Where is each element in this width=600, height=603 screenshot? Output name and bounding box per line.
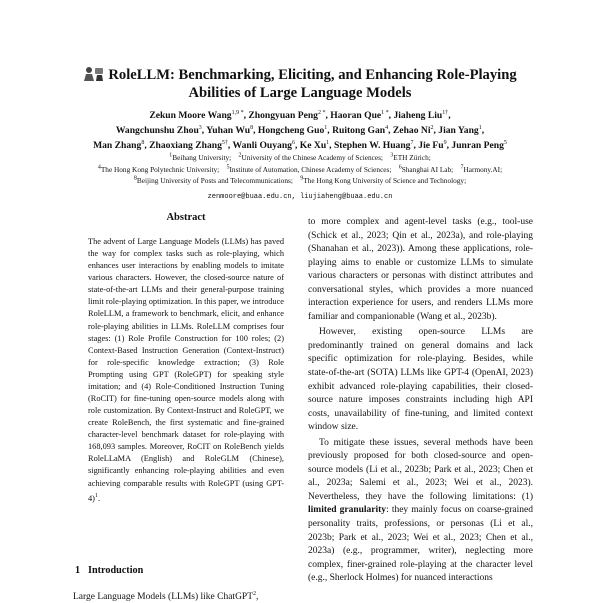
author-list bbox=[0, 108, 600, 153]
section-heading-introduction bbox=[75, 565, 143, 576]
author-name: Jian Yang$^1$ bbox=[438, 124, 482, 136]
affiliation-name: The Hong Kong Polytechnic University; bbox=[100, 164, 220, 174]
intro-text: Large Language Models (LLMs) like ChatGPT bbox=[73, 592, 254, 603]
author-name: Stephen W. Huang$^7$ bbox=[333, 139, 414, 151]
author-affiliation-mark: 9 bbox=[443, 139, 447, 146]
author-affiliation-mark: 5† bbox=[221, 139, 228, 146]
abstract-heading: Abstract bbox=[166, 212, 206, 223]
author-line: Wangchunshu Zhou$^3$, Yuhan Wu$^8$, Hongcheng Guo$^1$, Ruitong Gan$^4$, Zehao Ni$^2$, Jian Yang$^1$, bbox=[115, 124, 485, 136]
author-name: Haoran Que$^{1 *}$ bbox=[330, 109, 389, 121]
author-name: Jie Fu$^9$ bbox=[418, 139, 447, 151]
author-line: Zekun Moore Wang$^{1,9 *}$, Zhongyuan Peng$^{2 *}$, Haoran Que$^{1 *}$, Jiaheng Liu$^{1\dagger}$, bbox=[149, 109, 451, 121]
abstract-footnote-mark: 1 bbox=[94, 492, 98, 499]
author-affiliation-mark: 8 bbox=[250, 124, 254, 131]
right-column bbox=[308, 216, 533, 586]
author-name: Yuhan Wu$^8$ bbox=[206, 124, 254, 136]
author-affiliation-mark: 2 * bbox=[317, 109, 326, 116]
right-paragraph-1: to more complex and agent-level tasks (e.g., tool-use (Schick et al., 2023; Qin et al., 2023a), and role-playing (Shanahan et al., 2023)). Among these applications, role-playing aims to enable or customize LLMs to simulate various characters or personas with distinct attributes and conversational styles, which provides a more nuanced interaction experience for users, and renders LLMs more familiar and companionable (Wang et al., 2023b). bbox=[308, 217, 533, 322]
author-affiliation-mark: 1 bbox=[326, 139, 330, 146]
author-affiliation-mark: 1 bbox=[478, 124, 482, 131]
section-number: 1 bbox=[75, 565, 81, 576]
affiliation-mark: 2 bbox=[238, 152, 242, 159]
intro-paragraph: Large Language Models (LLMs) like ChatGPT$^2$, bbox=[73, 591, 259, 603]
affiliation-mark: 8 bbox=[133, 175, 137, 182]
section-title: Introduction bbox=[88, 565, 144, 576]
limited-granularity-term: limited granularity bbox=[308, 505, 387, 516]
author-affiliation-mark: 8 bbox=[141, 139, 145, 146]
right-paragraph-2: However, existing open-source LLMs are predominantly trained on general domains and lack specific optimization for role-playing. Besides, while state-of-the-art (SOTA) LLMs like GPT-4 (OpenAI, 2023) exhibit advanced role-playing capabilities, their closed-source nature imposes constraints including high API costs, unavailability of fine-tuning, and limited context window size. bbox=[308, 327, 533, 433]
author-name: Wanli Ouyang$^6$ bbox=[232, 139, 295, 151]
affiliations bbox=[0, 152, 600, 187]
intro-footnote-mark: 2 bbox=[253, 591, 257, 597]
author-name: Wangchunshu Zhou$^3$ bbox=[115, 124, 202, 136]
right-paragraph-3 bbox=[308, 437, 533, 586]
author-line: Man Zhang$^8$, Zhaoxiang Zhang$^{5\dagger}$, Wanli Ouyang$^6$, Ke Xu$^1$, Stephen W. Huang$^7$, Jie Fu$^9$, Junran Peng$^5$ bbox=[93, 139, 507, 151]
author-name: Ruitong Gan$^4$ bbox=[332, 124, 389, 136]
author-affiliation-mark: 3 bbox=[198, 124, 202, 131]
affiliation-name: Shanghai AI Lab; bbox=[401, 164, 454, 174]
affiliation-mark: 6 bbox=[398, 164, 402, 171]
author-name: Junran Peng$^5$ bbox=[451, 139, 507, 151]
author-name: Man Zhang$^8$ bbox=[93, 139, 145, 151]
affiliation-line-2 bbox=[0, 164, 600, 176]
author-affiliation-mark: 1,9 * bbox=[231, 109, 244, 116]
contact-email: zenmoore@buaa.edu.cn, liujiaheng@buaa.edu.cn bbox=[207, 193, 393, 201]
affiliation-mark: 1 bbox=[169, 152, 173, 159]
author-affiliation-mark: 4 bbox=[385, 124, 389, 131]
author-affiliation-mark: 1 * bbox=[381, 109, 389, 116]
author-name: Zhongyuan Peng$^{2 *}$ bbox=[248, 109, 326, 121]
author-name: Zehao Ni$^2$ bbox=[392, 124, 434, 136]
affiliation-mark: 7 bbox=[460, 164, 464, 171]
author-affiliation-mark: 5 bbox=[503, 139, 507, 146]
affiliation-mark: 4 bbox=[97, 164, 101, 171]
paper-title bbox=[0, 66, 600, 102]
affiliation-mark: 3 bbox=[390, 152, 394, 159]
abstract-body: The advent of Large Language Models (LLMs) has paved the way for complex tasks such as role-playing, which enhances user interactions by enabling models to imitate various characters. However, the closed-source nature of state-of-the-art LLMs and their general-purpose training limit role-playing optimization. In this paper, we introduce RoleLLM, a framework to benchmark, elicit, and enhance role-playing abilities in LLMs. RoleLLM comprises four stages: (1) Role Profile Construction for 100 roles; (2) Context-Based Instruction Generation (Context-Instruct) for role-specific knowledge extraction; (3) Role Prompting using GPT (RoleGPT) for speaking style imitation; and (4) Role-Conditioned Instruction Tuning (RoCIT) for fine-tuning open-source models along with role customization. By Context-Instruct and RoleGPT, we create RoleBench, the first systematic and fine-grained character-level benchmark dataset for role-playing with 168,093 samples. Moreover, RoCIT on RoleBench yields RoleLLaMA (English) and RoleGLM (Chinese), significantly enhancing role-playing abilities and even achieving comparable results with RoleGPT (using GPT-4)$^1$. bbox=[88, 237, 284, 503]
author-name: Jiaheng Liu$^{1\dagger}$ bbox=[393, 109, 449, 121]
abstract-text: The advent of Large Language Models (LLMs) has paved the way for complex tasks such as role-playing, which enhances user interactions by enabling models to imitate various characters. However, the closed-source nature of state-of-the-art LLMs and their general-purpose training limit role-playing optimization. In this paper, we introduce RoleLLM, a framework to benchmark, elicit, and enhance role-playing abilities in LLMs. RoleLLM comprises four stages: (1) Role Profile Construction for 100 roles; (2) Context-Based Instruction Generation (Context-Instruct) for role-specific knowledge extraction; (3) Role Prompting using GPT (RoleGPT) for speaking style imitation; and (4) Role-Conditioned Instruction Tuning (RoCIT) for fine-tuning open-source models along with role customization. By Context-Instruct and RoleGPT, we create RoleBench, the first systematic and fine-grained character-level benchmark dataset for role-playing with 168,093 samples. Moreover, RoCIT on RoleBench yields RoleLLaMA (English) and RoleGLM (Chinese), significantly enhancing role-playing abilities and even achieving comparable results with RoleGPT (using GPT-4) bbox=[88, 237, 284, 503]
p3-before: To mitigate these issues, several methods have been previously proposed for both closed-source and open-source models (Li et al., 2023b; Park et al., 2023; Chen et al., 2023a; Salemi et al., 2023; Wei et al., 2023). Nevertheless, they have the following limitations: (1) bbox=[308, 437, 533, 502]
author-name: Zhaoxiang Zhang$^{5\dagger}$ bbox=[149, 139, 228, 151]
affiliation-line-3 bbox=[0, 175, 600, 187]
rolellm-logo-icon bbox=[83, 66, 105, 82]
author-affiliation-mark: 1† bbox=[442, 109, 449, 116]
affiliation-mark: 9 bbox=[300, 175, 304, 182]
author-affiliation-mark: 2 bbox=[430, 124, 434, 131]
author-name: Hongcheng Guo$^1$ bbox=[257, 124, 328, 136]
author-name: Zekun Moore Wang$^{1,9 *}$ bbox=[149, 109, 244, 121]
author-name: Ke Xu$^1$ bbox=[299, 139, 330, 151]
affiliation-name: The Hong Kong University of Science and Technology; bbox=[303, 176, 467, 186]
affiliation-name: Institute of Automation, Chinese Academy of Sciences; bbox=[229, 164, 392, 174]
title-line-2: Abilities of Large Language Models bbox=[188, 85, 412, 101]
author-affiliation-mark: 1 bbox=[324, 124, 328, 131]
affiliation-name: University of the Chinese Academy of Sciences; bbox=[241, 153, 383, 162]
title-line-1: RoleLLM: Benchmarking, Eliciting, and Enhancing Role-Playing bbox=[108, 67, 517, 83]
affiliation-name: Beihang University; bbox=[172, 153, 232, 162]
author-affiliation-mark: 7 bbox=[410, 139, 414, 146]
affiliation-name: ETH Zürich; bbox=[393, 153, 431, 162]
affiliation-mark: 5 bbox=[226, 164, 230, 171]
affiliation-name: Harmony.AI; bbox=[463, 164, 503, 174]
p3-after: : they mainly focus on coarse-grained personality traits, professions, or personas (Li et al., 2023b; Park et al., 2023; Wei et al., 2023; Chen et al., 2023a) (e.g., programmer, writer), neglecting more complex, finer-grained role-playing at the character level (e.g., Sherlock Holmes) for nuanced interactions bbox=[308, 505, 533, 584]
author-affiliation-mark: 6 bbox=[291, 139, 295, 146]
affiliation-name: Beijing University of Posts and Telecommunications; bbox=[136, 176, 293, 186]
affiliation-line-1 bbox=[0, 152, 600, 164]
